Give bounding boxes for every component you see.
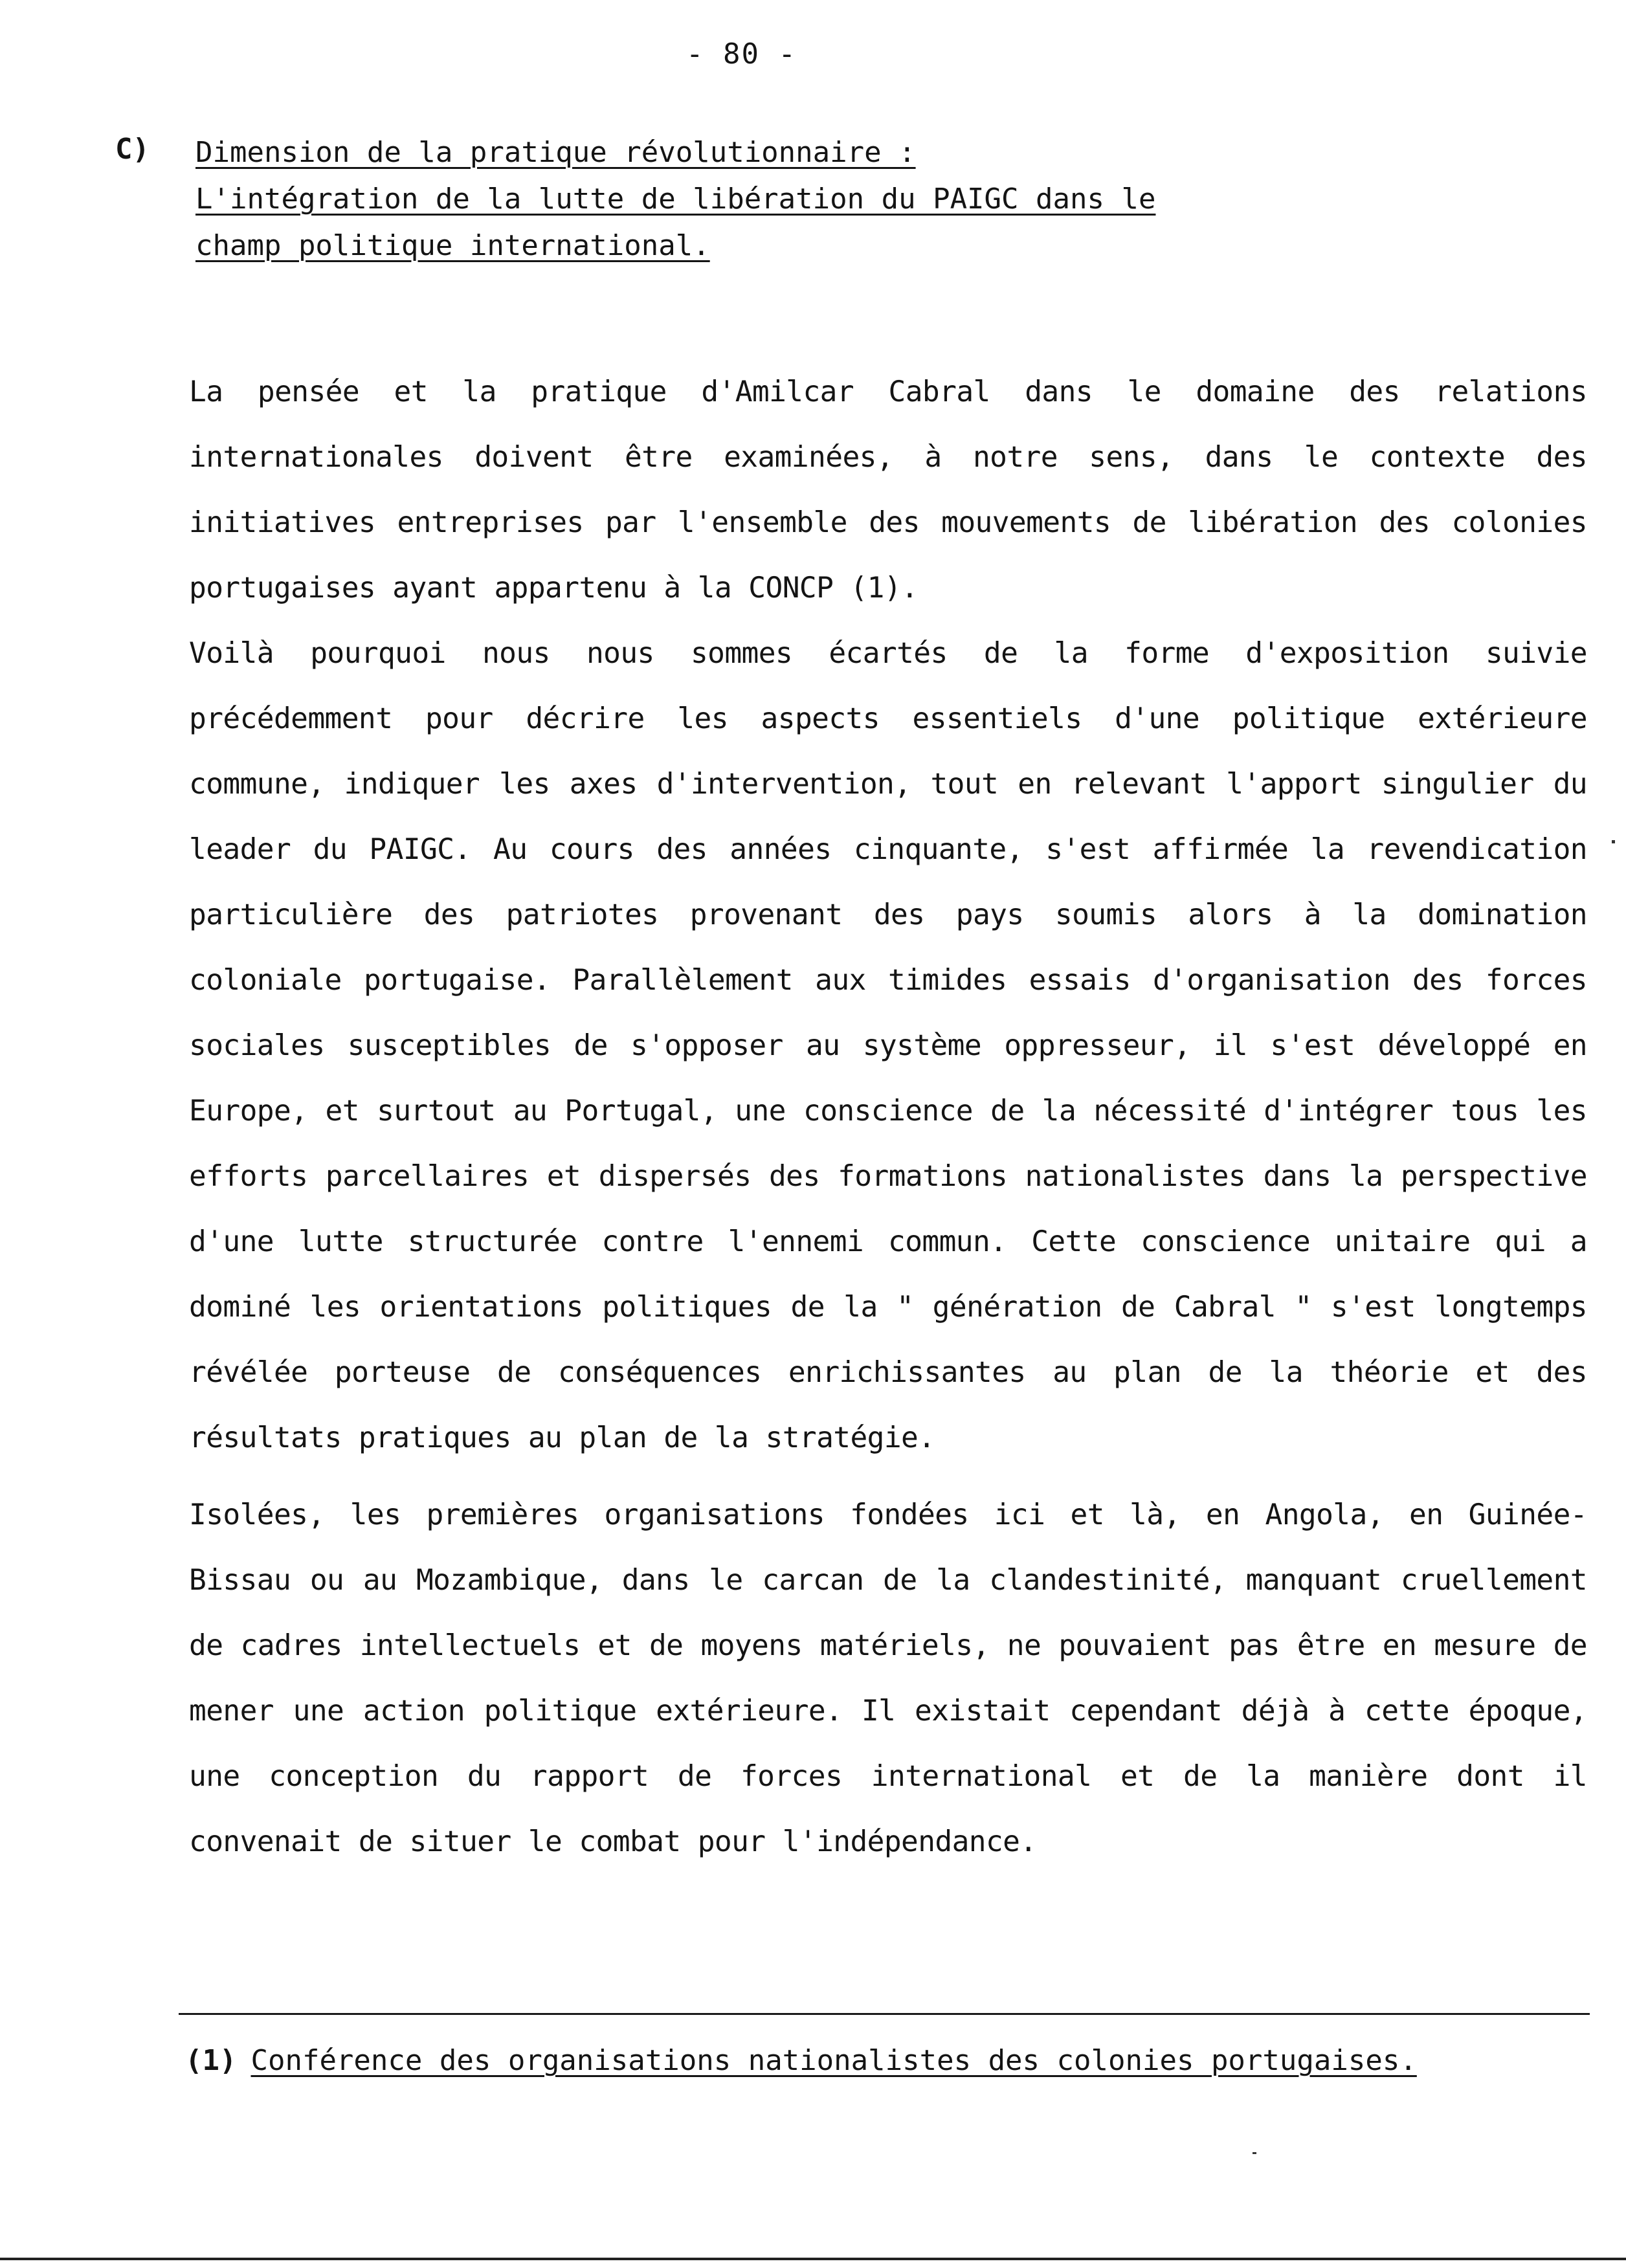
footnote-text: Conférence des organisations nationalistes des colonies portugaises. <box>251 2044 1417 2077</box>
heading-line-1: Dimension de la pratique révolutionnaire : <box>195 136 916 169</box>
footnote-separator <box>179 2013 1590 2015</box>
scan-speck <box>1253 2152 1256 2154</box>
paragraph-1: La pensée et la pratique d'Amilcar Cabral dans le domaine des relations internationales doivent être examinées, à notre sens, dans le contexte des initiatives entreprises par l'ensemble des mouvements de libération des colonies portugaises ayant appartenu à la CONCP (1). <box>189 375 1587 605</box>
body-text <box>189 359 1587 1874</box>
heading-line-2: L'intégration de la lutte de libération du PAIGC dans le <box>195 183 1156 216</box>
paragraph-3: Isolées, les premières organisations fondées ici et là, en Angola, en Guinée-Bissau ou au Mozambique, dans le carcan de la clandestinité, manquant cruellement de cadres intellectuels et de moyens matériels, ne pouvaient pas être en mesure de mener une action politique extérieure. Il existait cependant déjà à cette époque, une conception du rapport de forces international et de la manière dont il convenait de situer le combat pour l'indépendance. <box>189 1498 1587 1858</box>
footnote-marker: (1) <box>185 2044 237 2077</box>
scan-speck <box>1612 840 1615 843</box>
heading-line-3: champ politique international. <box>195 229 710 262</box>
footnote <box>185 2044 1417 2077</box>
page-bottom-edge <box>0 2258 1626 2260</box>
section-heading <box>195 129 1166 269</box>
section-letter: C) <box>115 133 150 166</box>
page-number: - 80 - <box>686 38 797 71</box>
paragraph-2: Voilà pourquoi nous nous sommes écartés de la forme d'exposition suivie précédemment pour décrire les aspects essentiels d'une politique extérieure commune, indiquer les axes d'intervention, tout en relevant l'apport singulier du leader du PAIGC. Au cours des années cinquante, s'est affirmée la revendication particulière des patriotes provenant des pays soumis alors à la domination coloniale portugaise. Parallèlement aux timides essais d'organisation des forces sociales susceptibles de s'opposer au système oppresseur, il s'est développé en Europe, et surtout au Portugal, une conscience de la nécessité d'intégrer tous les efforts parcellaires et dispersés des formations nationalistes dans la perspective d'une lutte structurée contre l'ennemi commun. Cette conscience unitaire qui a dominé les orientations politiques de la " génération de Cabral " s'est longtemps révélée porteuse de conséquences enrichissantes au plan de la théorie et des résultats pratiques au plan de la stratégie. <box>189 637 1587 1454</box>
